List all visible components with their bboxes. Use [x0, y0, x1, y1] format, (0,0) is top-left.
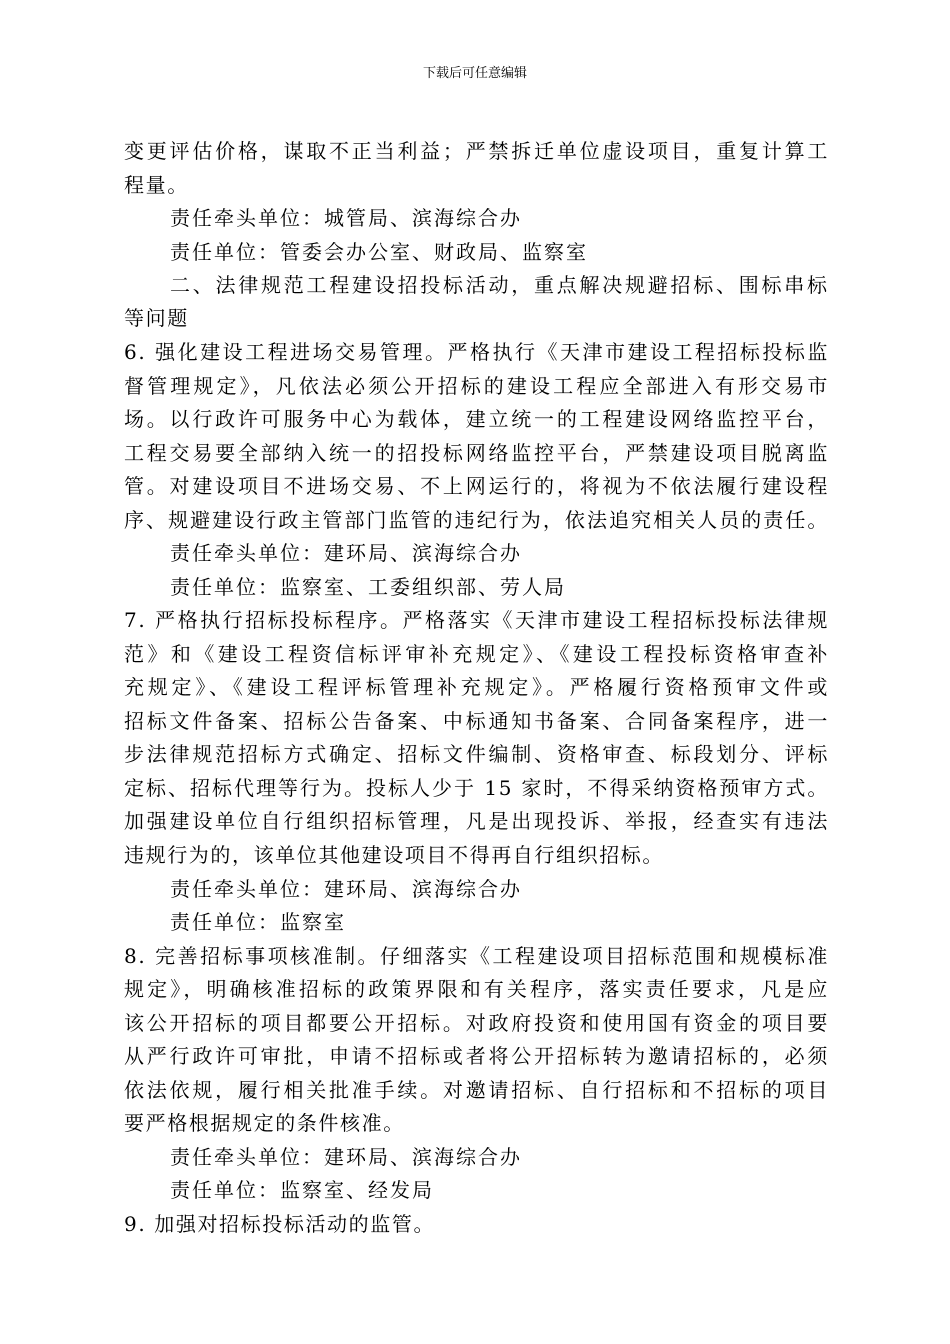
section-heading-cont: 等问题 — [124, 306, 189, 330]
body-line: 督管理规定》，凡依法必须公开招标的建设工程应全部进入有形交易市 — [124, 374, 829, 398]
body-line: 定标、招标代理等行为。投标人少于 15 家时，不得采纳资格预审方式。 — [124, 776, 829, 800]
body-line: 规定》，明确核准招标的政策界限和有关程序，落实责任要求，凡是应 — [124, 977, 829, 1001]
item-8-heading: 8. 完善招标事项核准制。仔细落实《工程建设项目招标范围和规模标准 — [124, 944, 829, 968]
body-line: 要严格根据规定的条件核准。 — [124, 1111, 405, 1135]
body-line: 充规定》、《建设工程评标管理补充规定》。严格履行资格预审文件或 — [124, 675, 829, 699]
body-line: 招标文件备案、招标公告备案、中标通知书备案、合同备案程序，进一 — [124, 709, 829, 733]
body-line: 从严行政许可审批，申请不招标或者将公开招标转为邀请招标的，必须 — [124, 1044, 829, 1068]
body-line: 工程交易要全部纳入统一的招投标网络监控平台，严禁建设项目脱离监 — [124, 441, 829, 465]
responsible-lead-unit: 责任牵头单位：建环局、滨海综合办 — [170, 1145, 522, 1169]
item-6-heading: 6. 强化建设工程进场交易管理。严格执行《天津市建设工程招标投标监 — [124, 340, 829, 364]
section-heading: 二、法律规范工程建设招投标活动，重点解决规避招标、围标串标 — [170, 273, 829, 297]
body-line: 程量。 — [124, 173, 189, 197]
body-line: 依法依规，履行相关批准手续。对邀请招标、自行招标和不招标的项目 — [124, 1078, 829, 1102]
page-header: 下载后可任意编辑 — [422, 66, 527, 81]
responsible-unit: 责任单位：管委会办公室、财政局、监察室 — [170, 240, 588, 264]
body-line: 变更评估价格，谋取不正当利益；严禁拆迁单位虚设项目，重复计算工 — [124, 139, 829, 163]
responsible-unit: 责任单位：监察室、经发局 — [170, 1178, 434, 1202]
body-line: 步法律规范招标方式确定、招标文件编制、资格审查、标段划分、评标 — [124, 742, 829, 766]
item-7-heading: 7. 严格执行招标投标程序。严格落实《天津市建设工程招标投标法律规 — [124, 608, 829, 632]
body-line: 该公开招标的项目都要公开招标。对政府投资和使用国有资金的项目要 — [124, 1011, 829, 1035]
responsible-lead-unit: 责任牵头单位：建环局、滨海综合办 — [170, 541, 522, 565]
body-line: 违规行为的，该单位其他建设项目不得再自行组织招标。 — [124, 843, 664, 867]
responsible-lead-unit: 责任牵头单位：建环局、滨海综合办 — [170, 877, 522, 901]
body-line: 序、规避建设行政主管部门监管的违纪行为，依法追究相关人员的责任。 — [124, 508, 829, 532]
body-line: 范》和《建设工程资信标评审补充规定》、《建设工程投标资格审查补 — [124, 642, 829, 666]
responsible-unit: 责任单位：监察室 — [170, 910, 346, 934]
responsible-lead-unit: 责任牵头单位：城管局、滨海综合办 — [170, 206, 522, 230]
responsible-unit: 责任单位：监察室、工委组织部、劳人局 — [170, 575, 566, 599]
item-9-heading: 9. 加强对招标投标活动的监管。 — [124, 1212, 436, 1236]
body-line: 加强建设单位自行组织招标管理，凡是出现投诉、举报，经查实有违法 — [124, 809, 829, 833]
body-line: 管。对建设项目不进场交易、不上网运行的，将视为不依法履行建设程 — [124, 474, 829, 498]
body-line: 场。以行政许可服务中心为载体，建立统一的工程建设网络监控平台， — [124, 407, 829, 431]
